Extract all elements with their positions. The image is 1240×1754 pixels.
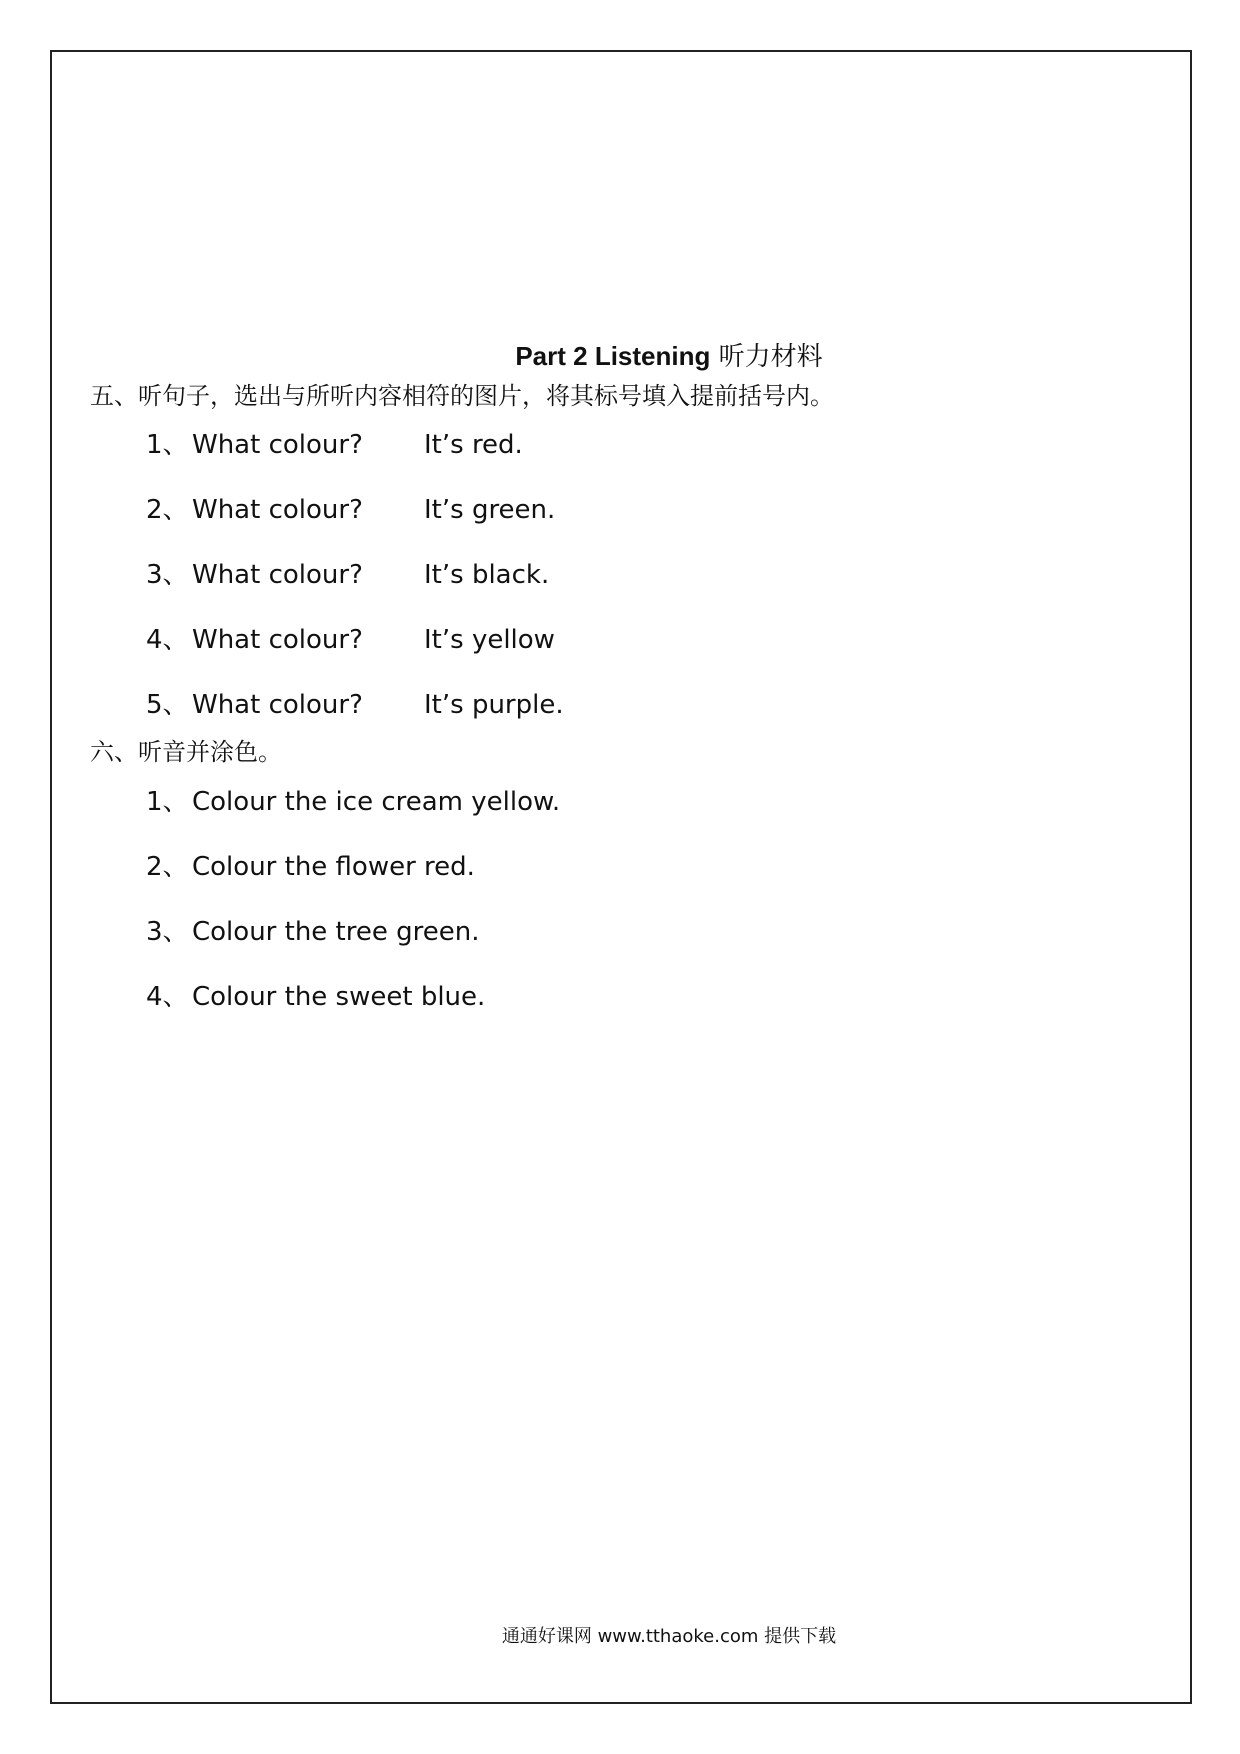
item-question: What colour? xyxy=(192,495,363,525)
item-answer: It’s purple. xyxy=(424,690,564,720)
item-number: 4、 xyxy=(146,982,189,1012)
item-answer: It’s yellow xyxy=(424,625,555,655)
item-number: 1、 xyxy=(146,430,189,460)
section5-item xyxy=(146,688,564,722)
section5-item xyxy=(146,493,555,527)
section6-item xyxy=(146,785,560,819)
item-question: What colour? xyxy=(192,625,363,655)
section6-item xyxy=(146,850,475,884)
item-number: 2、 xyxy=(146,495,189,525)
section5-item xyxy=(146,623,555,657)
item-text: Colour the tree green. xyxy=(192,917,480,947)
title-chinese: 听力材料 xyxy=(718,342,823,372)
item-number: 2、 xyxy=(146,852,189,882)
section5-item xyxy=(146,558,549,592)
section5-instruction: 五、听句子，选出与所听内容相符的图片，将其标号填入提前括号内。 xyxy=(90,382,834,410)
title-english: Part 2 Listening xyxy=(515,341,711,371)
item-answer: It’s black. xyxy=(424,560,550,590)
section6-item xyxy=(146,915,480,949)
item-text: Colour the ice cream yellow. xyxy=(192,787,561,817)
item-number: 3、 xyxy=(146,917,189,947)
section5-item xyxy=(146,428,523,462)
item-number: 3、 xyxy=(146,560,189,590)
item-number: 4、 xyxy=(146,625,189,655)
item-number: 5、 xyxy=(146,690,189,720)
section6-item xyxy=(146,980,485,1014)
item-question: What colour? xyxy=(192,690,363,720)
item-text: Colour the flower red. xyxy=(192,852,475,882)
item-answer: It’s green. xyxy=(424,495,556,525)
page-title xyxy=(0,336,1240,373)
footer-credit: 通通好课网 www.tthaoke.com 提供下载 xyxy=(501,1626,837,1647)
item-question: What colour? xyxy=(192,430,363,460)
item-text: Colour the sweet blue. xyxy=(192,982,486,1012)
item-number: 1、 xyxy=(146,787,189,817)
section6-instruction: 六、听音并涂色。 xyxy=(90,738,282,766)
item-answer: It’s red. xyxy=(424,430,523,460)
item-question: What colour? xyxy=(192,560,363,590)
